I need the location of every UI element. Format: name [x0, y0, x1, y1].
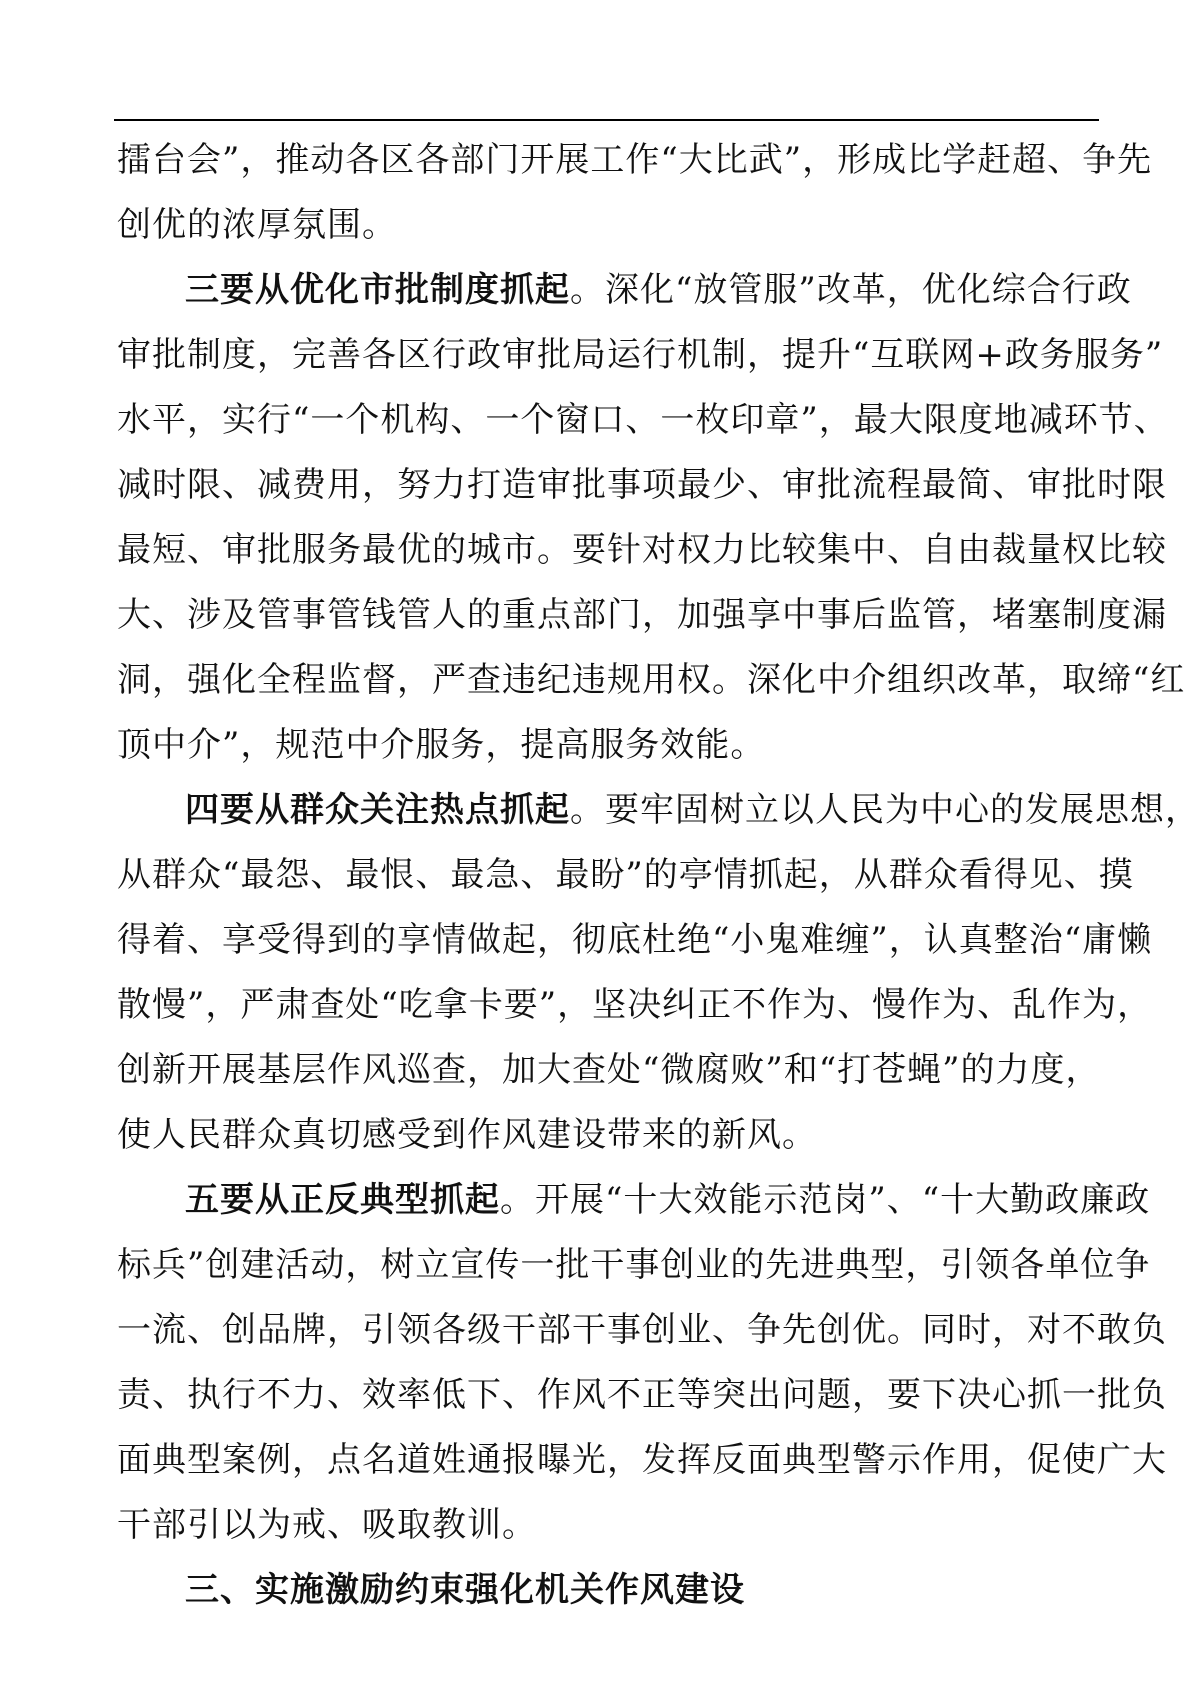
- paragraph-first-line: [117, 1168, 1151, 1233]
- text-line: 责、执行不力、效率低下、作风不正等突出问题，要下决心抓一批负: [117, 1375, 1167, 1415]
- paragraph-continuation: [117, 128, 1153, 258]
- paragraph-title: 四要从群众关注热点抓起: [185, 790, 570, 830]
- text-line: 最短、审批服务最优的城市。要针对权力比较集中、自由裁量权比较: [117, 530, 1167, 570]
- paragraph-text: 。开展“十大效能示范岗”、“十大勤政廉政: [500, 1180, 1151, 1220]
- paragraph-first-line: [117, 778, 1200, 843]
- document-body: [117, 128, 1200, 1623]
- paragraph-4: [117, 778, 1200, 1168]
- text-line: 使人民群众真切感受到作风建设带来的新风。: [117, 1115, 817, 1155]
- paragraph-text: 。深化“放管服”改革，优化综合行政: [570, 270, 1132, 310]
- text-line: 大、涉及管事管钱管人的重点部门，加强享中事后监管，堵塞制度漏: [117, 595, 1167, 635]
- text-line: 得着、享受得到的享情做起，彻底杜绝“小鬼难缠”，认真整治“庸懒: [117, 920, 1153, 960]
- paragraph-title: 五要从正反典型抓起: [185, 1180, 500, 1220]
- paragraph-title: 三要从优化市批制度抓起: [185, 270, 570, 310]
- text-line: 干部引以为戒、吸取教训。: [117, 1505, 537, 1545]
- header-rule: [114, 119, 1099, 121]
- section-heading: 三、实施激励约束强化机关作风建设: [185, 1570, 745, 1610]
- paragraph-5: [117, 1168, 1167, 1558]
- text-line: 水平，实行“一个机构、一个窗口、一枚印章”，最大限度地减环节、: [117, 400, 1169, 440]
- text-line: 一流、创品牌，引领各级干部干事创业、争先创优。同时，对不敢负: [117, 1310, 1167, 1350]
- paragraph-first-line: [117, 258, 1132, 323]
- paragraph-text: 。要牢固树立以人民为中心的发展思想，: [570, 790, 1200, 830]
- text-line: 审批制度，完善各区行政审批局运行机制，提升“互联网+政务服务”: [117, 335, 1164, 375]
- text-line: 从群众“最怨、最恨、最急、最盼”的亭情抓起，从群众看得见、摸: [117, 855, 1134, 895]
- text-line: 创新开展基层作风巡查，加大查处“微腐败”和“打苍蝇”的力度，: [117, 1050, 1101, 1090]
- text-line: 创优的浓厚氛围。: [117, 205, 397, 245]
- text-line: 散慢”，严肃查处“吃拿卡要”，坚决纠正不作为、慢作为、乱作为，: [117, 985, 1153, 1025]
- text-line: 面典型案例，点名道姓通报曝光，发挥反面典型警示作用，促使广大: [117, 1440, 1167, 1480]
- text-line: 标兵”创建活动，树立宣传一批干事创业的先进典型，引领各单位争: [117, 1245, 1151, 1285]
- text-line: 擂台会”，推动各区各部门开展工作“大比武”，形成比学赶超、争先: [117, 140, 1153, 180]
- paragraph-3: [117, 258, 1186, 778]
- text-line: 洞，强化全程监督，严查违纪违规用权。深化中介组织改革，取缔“红: [117, 660, 1186, 700]
- text-line: 减时限、减费用，努力打造审批事项最少、审批流程最简、审批时限: [117, 465, 1167, 505]
- text-line: 顶中介”，规范中介服务，提高服务效能。: [117, 725, 766, 765]
